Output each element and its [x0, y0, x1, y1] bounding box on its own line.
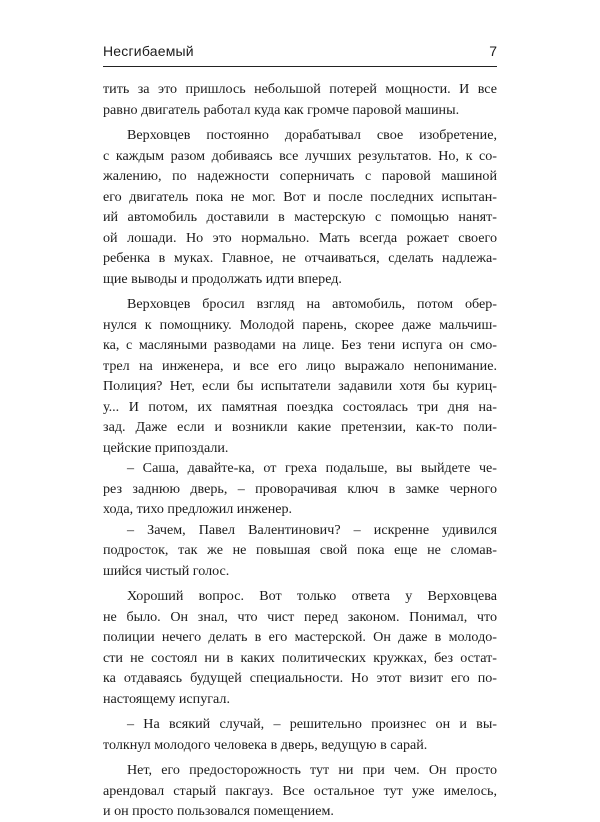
- text-line: ий автомобиль доставили в мастерскую с помощью нанят-: [103, 209, 497, 225]
- running-header: [103, 40, 497, 67]
- paragraph: [103, 586, 497, 709]
- text-line: равно двигатель работал куда как громче паровой машины.: [103, 101, 460, 118]
- text-line: ребенка в муках. Главное, не отчаиваться, сделать надлежа-: [103, 250, 497, 266]
- text-line: Верховцев бросил взгляд на автомобиль, потом обер-: [127, 296, 497, 312]
- text-line: ой лошади. Но это нормально. Мать всегда рожает своего: [103, 229, 497, 246]
- paragraph: [103, 79, 497, 120]
- text-line: не было. Он знал, что чист перед законом. Понимал, что: [103, 608, 497, 625]
- paragraph: [103, 458, 497, 520]
- text-line: цейские припоздали.: [103, 439, 229, 456]
- text-line: с каждым разом добиваясь все лучших результатов. Но, к со-: [103, 147, 497, 164]
- text-line: его двигатель пока не мог. Вот и после последних испытан-: [103, 188, 497, 205]
- text-line: Хороший вопрос. Вот только ответа у Верховцева: [127, 588, 497, 604]
- paragraph: [103, 520, 497, 582]
- text-line: ка, с масляными разводами на лице. Без тени испуга он смо-: [103, 337, 497, 353]
- text-line: подросток, так же не повышая свой пока еще не сломав-: [103, 542, 497, 558]
- running-title: Несгибаемый: [103, 43, 194, 59]
- paragraph: [103, 125, 497, 289]
- text-line: – Зачем, Павел Валентинович? – искренне удивился: [127, 521, 497, 538]
- text-line: у... И потом, их памятная поездка состоялась три дня на-: [103, 398, 497, 415]
- text-line: – Саша, давайте-ка, от греха подальше, вы выйдете че-: [127, 460, 497, 476]
- body-text: [103, 79, 497, 822]
- paragraph: [103, 294, 497, 458]
- text-line: трел на инженера, и все его лицо выражало непонимание.: [103, 357, 497, 374]
- text-line: – На всякий случай, – решительно произнес он и вы-: [127, 716, 497, 732]
- text-line: рез заднюю дверь, – проворачивая ключ в замке черного: [103, 480, 497, 497]
- text-line: Нет, его предосторожность тут ни при чем. Он просто: [127, 762, 497, 778]
- text-line: арендовал старый пакгауз. Все остальное тут уже имелось,: [103, 782, 497, 799]
- text-line: хода, тихо предложил инженер.: [103, 501, 293, 517]
- text-line: толкнул молодого человека в дверь, ведущую в сарай.: [103, 736, 428, 753]
- text-line: Полиция? Нет, если бы испытатели задавили хотя бы куриц-: [103, 378, 497, 394]
- text-line: щие выводы и продолжать идти вперед.: [103, 270, 342, 287]
- paragraph: [103, 760, 497, 822]
- text-line: Верховцев постоянно дорабатывал свое изобретение,: [127, 127, 497, 143]
- text-line: зад. Даже если и возникли какие претензии, как-то поли-: [103, 419, 497, 435]
- text-line: тить за это пришлось небольшой потерей мощности. И все: [103, 81, 497, 97]
- page-number: 7: [489, 43, 497, 59]
- text-line: нулся к помощнику. Молодой парень, скорее даже мальчиш-: [103, 316, 497, 333]
- text-line: шийся чистый голос.: [103, 562, 230, 579]
- paragraph: [103, 714, 497, 755]
- text-line: ка отдаваясь будущей специальности. Но этот визит его по-: [103, 670, 497, 686]
- text-line: полиции нечего делать в его мастерской. Он даже в молодо-: [103, 629, 497, 645]
- text-line: жалению, по надежности соперничать с паровой машиной: [103, 168, 497, 184]
- text-line: сти не состоял ни в каких политических кружках, без остат-: [103, 649, 497, 666]
- text-line: и он просто пользовался помещением.: [103, 803, 334, 819]
- book-page: [103, 0, 497, 819]
- text-line: настоящему испугал.: [103, 690, 230, 707]
